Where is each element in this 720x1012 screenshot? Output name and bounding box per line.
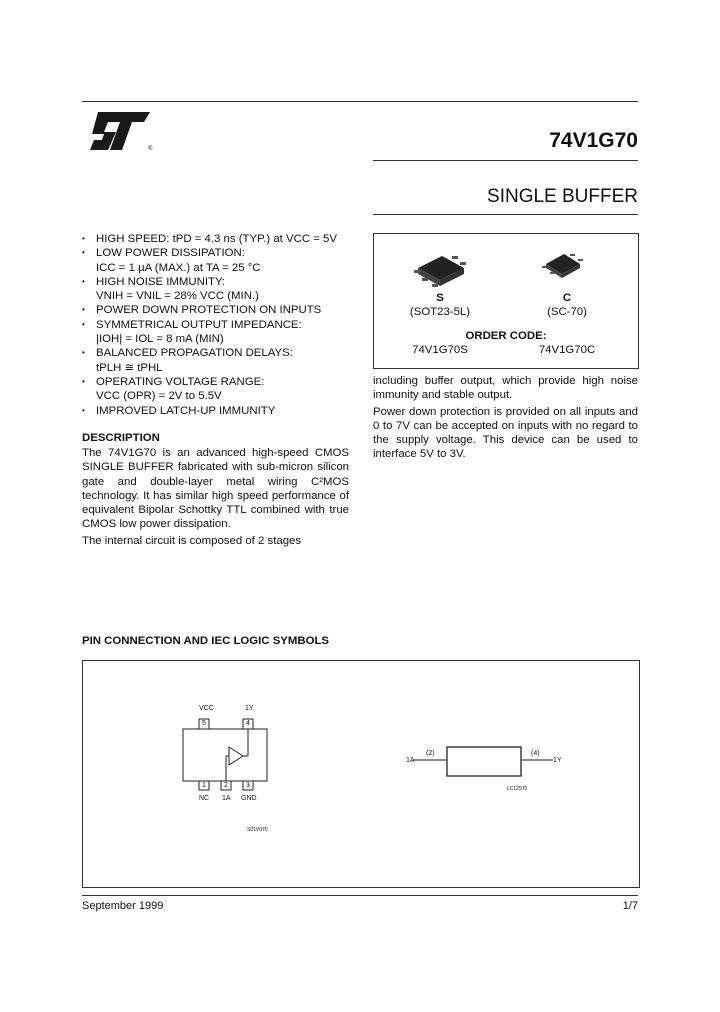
feature-item: • LOW POWER DISSIPATION:: [82, 247, 245, 260]
description-paragraph: including buffer output, which provide high noise immunity and stable output.: [373, 375, 638, 402]
pin4-number: 4: [246, 720, 250, 727]
feature-detail: ICC = 1 µA (MAX.) at TA = 25 °C: [96, 261, 261, 274]
out-label: 1Y: [245, 705, 254, 712]
package-s-letter: S: [436, 292, 444, 304]
title-rule: [373, 160, 638, 161]
pin-connection-diagram: [173, 699, 283, 803]
order-code-label: ORDER CODE:: [465, 330, 547, 342]
page-subtitle: SINGLE BUFFER: [487, 186, 638, 207]
package-box: [373, 233, 639, 369]
st-logo: [88, 108, 156, 154]
sot23-package-icon: [412, 248, 470, 292]
top-rule: [82, 101, 638, 102]
footer-rule: [82, 895, 638, 896]
subtitle-rule: [373, 214, 638, 215]
description-right: [373, 374, 638, 464]
feature-detail: VCC (OPR) = 2V to 5.5V: [96, 390, 222, 403]
feature-item: • POWER DOWN PROTECTION ON INPUTS: [82, 304, 322, 317]
iec-input-label: 1A: [406, 757, 415, 764]
part-number-title: 74V1G70: [549, 129, 638, 152]
iec-output-pin: (4): [531, 750, 540, 757]
pin5-number: 5: [202, 720, 206, 727]
bullet-icon: •: [82, 305, 85, 315]
vcc-label: VCC: [199, 705, 214, 712]
footer-page-number: 1/7: [622, 900, 638, 912]
bullet-icon: •: [82, 276, 85, 286]
feature-detail: VNIH = VNIL = 28% VCC (MIN.): [96, 290, 259, 303]
pin1-number: 1: [202, 782, 206, 789]
description-paragraph: The 74V1G70 is an advanced high-speed CMOS SINGLE BUFFER fabricated with sub-micron silicon gate and double-layer metal wiring C²MOS technology. It has similar high speed performance of equivalent Bipolar Schottky TTL combined with true CMOS low power dissipation.: [82, 447, 349, 531]
iec-output-label: 1Y: [553, 757, 562, 764]
description-left: [82, 446, 349, 550]
package-c-name: (SC-70): [547, 306, 587, 318]
description-paragraph: The internal circuit is composed of 2 stages: [82, 534, 302, 547]
footer-date: September 1999: [82, 900, 164, 912]
bullet-icon: •: [82, 248, 85, 258]
bullet-icon: •: [82, 348, 85, 358]
bullet-icon: •: [82, 319, 85, 329]
feature-item: • HIGH SPEED: tPD = 4.3 ns (TYP.) at VCC = 5V: [82, 233, 337, 245]
diagram-code-right: LC12570: [507, 786, 528, 792]
description-paragraph: Power down protection is provided on all inputs and 0 to 7V can be accepted on inputs with no regard to the supply voltage. This device can be used to interface 5V to 3V.: [373, 405, 638, 461]
bullet-icon: •: [82, 234, 85, 243]
iec-logic-symbol: [413, 743, 563, 783]
diagram-code-left: S01V070: [247, 827, 268, 833]
package-c-letter: C: [562, 292, 572, 304]
gnd-label: GND: [241, 795, 257, 802]
bullet-icon: •: [82, 405, 85, 415]
pin3-number: 3: [246, 782, 250, 789]
pin-diagram-box: [82, 660, 640, 888]
feature-item: • HIGH NOISE IMMUNITY:: [82, 275, 226, 288]
bullet-icon: •: [82, 376, 85, 386]
order-code-c: 74V1G70C: [538, 344, 596, 356]
svg-text:®: ®: [148, 146, 153, 152]
order-code-s: 74V1G70S: [412, 344, 468, 356]
feature-detail: |IOH| = IOL = 8 mA (MIN): [96, 333, 224, 346]
feature-list: [82, 232, 372, 418]
in-label: 1A: [222, 795, 231, 802]
pin-section-heading: PIN CONNECTION AND IEC LOGIC SYMBOLS: [82, 635, 330, 647]
feature-item: • OPERATING VOLTAGE RANGE:: [82, 375, 265, 388]
feature-item: • IMPROVED LATCH-UP IMMUNITY: [82, 404, 276, 417]
pin2-number: 2: [224, 782, 228, 789]
feature-item: • SYMMETRICAL OUTPUT IMPEDANCE:: [82, 318, 302, 331]
package-s-name: (SOT23-5L): [409, 306, 471, 318]
nc-label: NC: [199, 795, 210, 802]
description-heading: DESCRIPTION: [82, 432, 160, 444]
feature-detail: tPLH ≅ tPHL: [96, 361, 163, 374]
iec-input-pin: (2): [426, 750, 435, 757]
feature-item: • BALANCED PROPAGATION DELAYS:: [82, 347, 293, 360]
sc70-package-icon: [540, 248, 586, 284]
